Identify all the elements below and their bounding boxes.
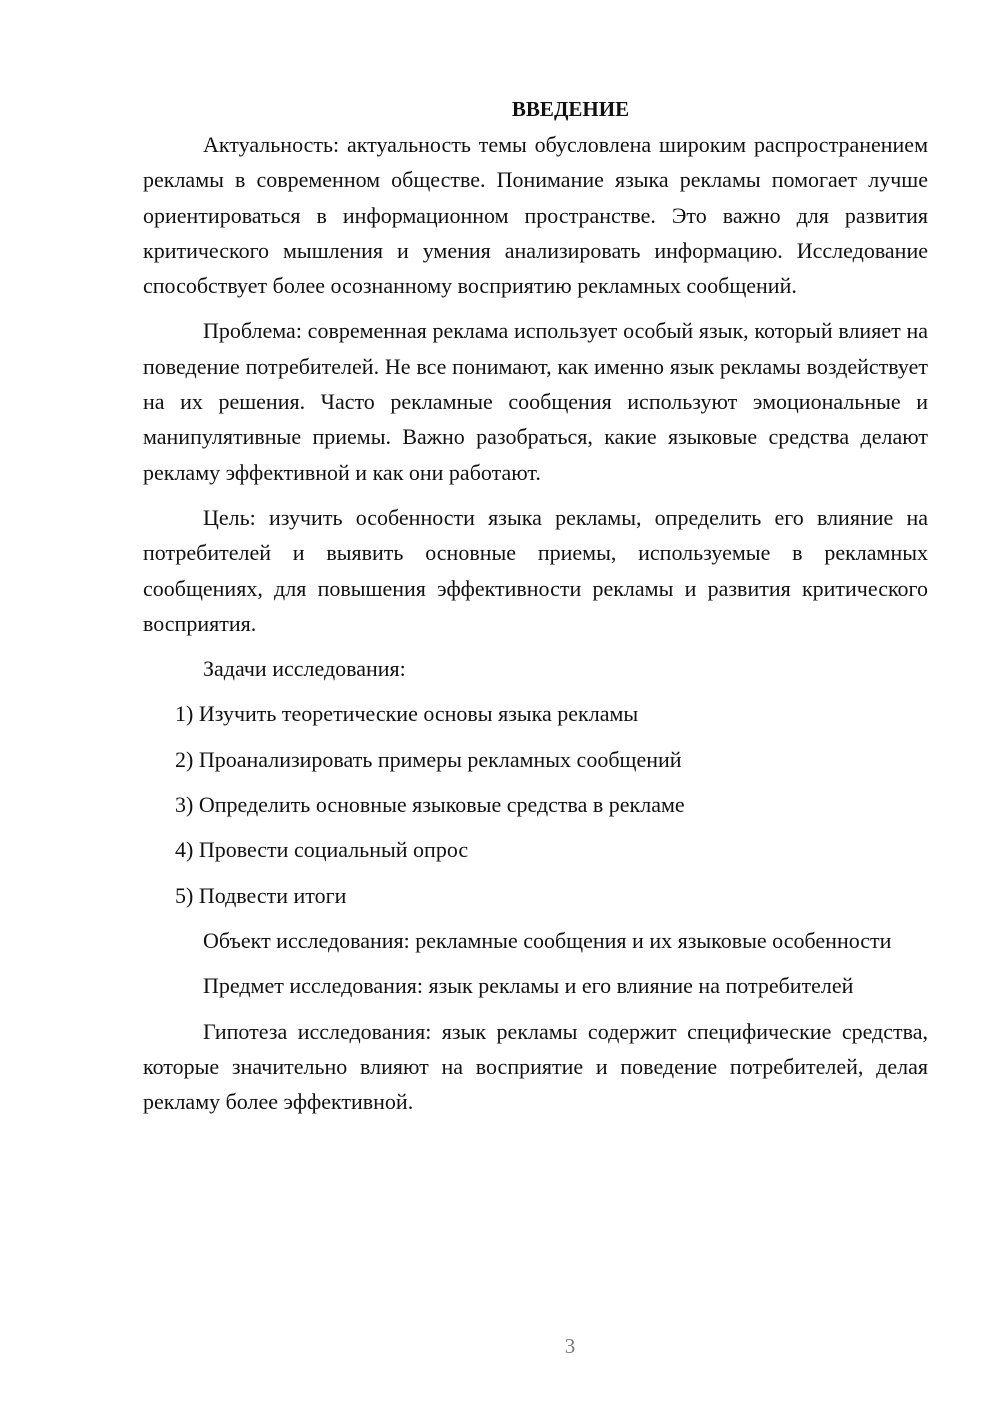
page-number: 3 <box>564 1334 576 1358</box>
page-content <box>143 92 928 1119</box>
hypothesis-paragraph: Гипотеза исследования: язык рекламы содержит специфические средства, которые значительно влияют на восприятие и поведение потребителей, делая рекламу более эффективной. <box>143 1018 928 1115</box>
subject-paragraph: Предмет исследования: язык рекламы и его влияние на потребителей <box>203 973 854 999</box>
tasks-list <box>143 696 928 912</box>
task-item-4: 4) Провести социальный опрос <box>175 837 469 863</box>
problem-paragraph: Проблема: современная реклама использует особый язык, который влияет на поведение потребителей. Не все понимают, как именно язык рекламы воздействует на их решения. Часто рекламные сообщения используют эмоциональные и манипулятивные приемы. Важно разобраться, какие языковые средства делают рекламу эффективной и как они работают. <box>143 318 928 485</box>
task-item-5: 5) Подвести итоги <box>175 882 347 908</box>
goal-paragraph: Цель: изучить особенности языка рекламы, определить его влияние на потребителей и выявить основные приемы, используемые в рекламных сообщениях, для повышения эффективности рекламы и развития критического восприятия. <box>143 504 928 636</box>
task-item-3: 3) Определить основные языковые средства в рекламе <box>175 792 685 818</box>
tasks-title: Задачи исследования: <box>203 656 406 682</box>
task-item-2: 2) Проанализировать примеры рекламных сообщений <box>175 746 682 772</box>
page-title: ВВЕДЕНИЕ <box>511 97 630 121</box>
object-paragraph: Объект исследования: рекламные сообщения и их языковые особенности <box>203 927 892 953</box>
task-item-1: 1) Изучить теоретические основы языка рекламы <box>175 701 639 727</box>
relevance-paragraph: Актуальность: актуальность темы обусловлена широким распространением рекламы в современном обществе. Понимание языка рекламы помогает лучше ориентироваться в информационном пространстве. Это важно для развития критического мышления и умения анализировать информацию. Исследование способствует более осознанному восприятию рекламных сообщений. <box>143 132 928 299</box>
